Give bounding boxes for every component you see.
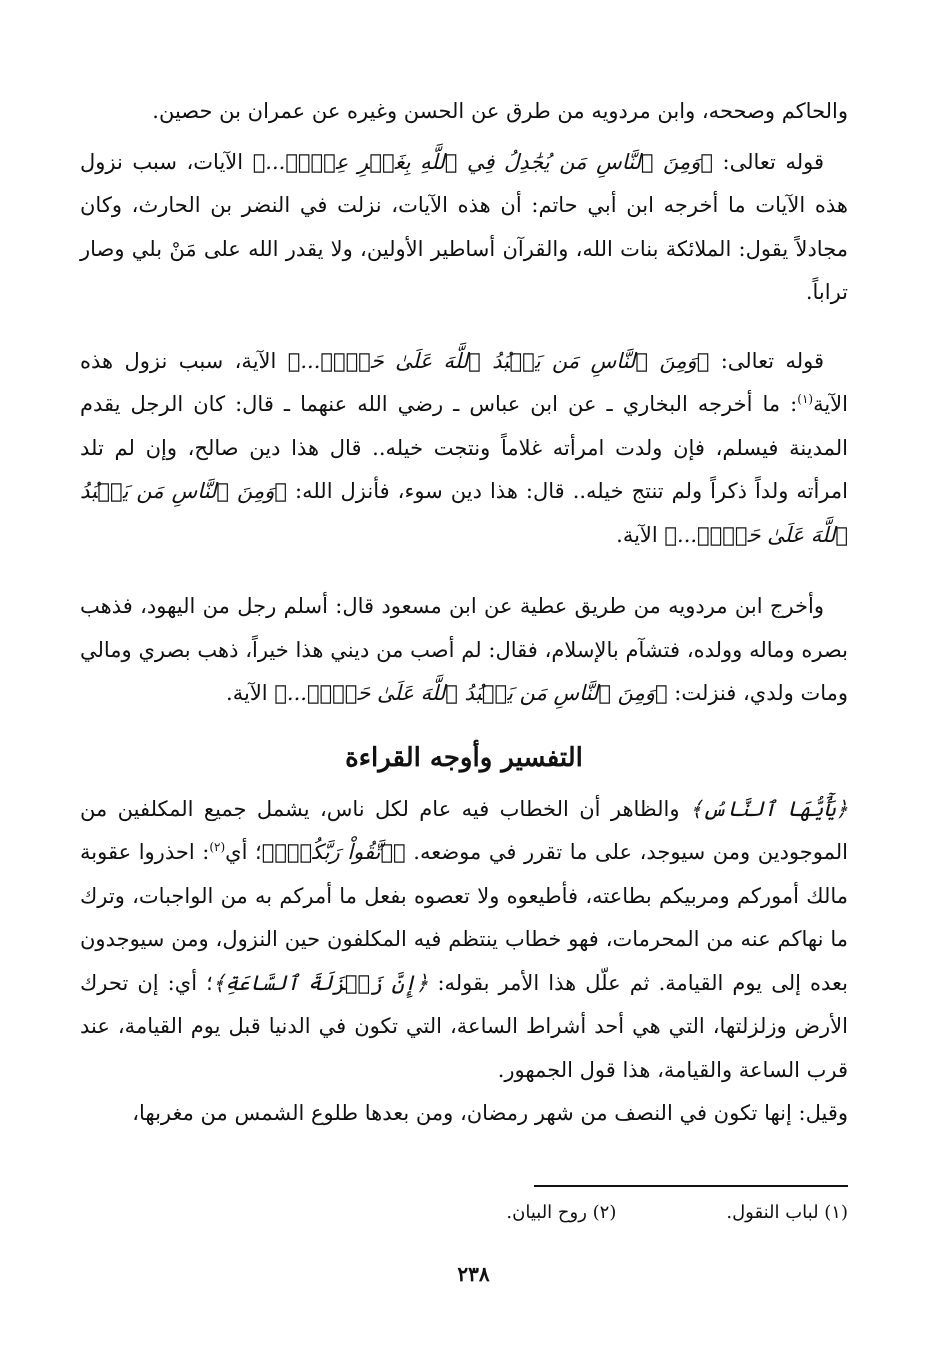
text-segment: الآية. <box>616 522 665 547</box>
footnote-2: (٢) روح البيان. <box>506 1202 617 1223</box>
text-segment: ؛ أي <box>225 840 262 864</box>
footnote-1: (١) لباب النقول. <box>726 1202 848 1223</box>
quran-verse: ﴿ٱتَّقُواْ رَبَّكُمۡۚ﴾ <box>261 840 406 864</box>
paragraph-ibn-mardawayh <box>80 585 848 716</box>
paragraph-continuation: والحاكم وصححه، وابن مردويه من طرق عن الحسن وغيره عن عمران بن حصين. <box>152 99 848 123</box>
text-segment: ؛ أي: إن تحرك الأرض وزلزلتها، التي هي أحد أشراط الساعة، التي تكون في الدنيا قبل يوم القيامة، عند قرب الساعة والقيامة، هذا قول الجمهور. <box>80 970 848 1082</box>
footnote-ref-1: (١) <box>797 392 814 406</box>
paragraph-verse-3 <box>80 141 848 315</box>
quran-verse: ﴿وَمِنَ ٱلنَّاسِ مَن يَعۡبُدُ ٱللَّهَ عَلَىٰ حَرۡفٖ...﴾ <box>274 681 668 705</box>
text-segment: : ما أخرجه البخاري ـ عن ابن عباس ـ رضي الله عنهما ـ قال: كان الرجل يقدم المدينة فيسلم، فإن ولدت امرأته غلاماً ونتجت خيله.. قال هذا دين صالح، وإن لم تلد امرأته ولداً ذكراً ولم تنتج خيله.. قال: هذا دين سوء، فأنزل الله: <box>80 392 848 503</box>
page-number: ٢٣٨ <box>457 1262 490 1286</box>
text-segment: الآية. <box>226 681 275 705</box>
quran-verse: ﴿وَمِنَ ٱلنَّاسِ مَن يَعۡبُدُ ٱللَّهَ عَلَىٰ حَرۡفٖ...﴾ <box>287 348 710 373</box>
text-segment: قوله تعالى: <box>712 149 825 174</box>
footnote-divider <box>534 1185 848 1187</box>
quran-verse: ﴿يَٰٓأَيُّهَا ٱلنَّاسُ﴾ <box>689 796 848 821</box>
quran-verse: ﴿إِنَّ زَلۡزَلَةَ ٱلسَّاعَةِ﴾ <box>212 970 429 995</box>
text-segment: الآيات، سبب نزول هذه الآيات ما أخرجه ابن أبي حاتم: أن هذه الآيات، نزلت في النضر بن الحارث، وكان مجادلاً يقول: الملائكة بنات الله، والقرآن أساطير الأولين، ولا يقدر الله على مَنْ بلي وصار تراباً. <box>80 149 848 304</box>
footnotes <box>80 1198 848 1228</box>
text-segment: وأخرج ابن مردويه من طريق عطية عن ابن مسعود قال: أسلم رجل من اليهود، فذهب بصره وماله وولده، فتشآم بالإسلام، فقال: لم أصب من ديني هذا خيراً، ذهب بصري ومالي ومات ولدي، فنزلت: <box>80 594 848 705</box>
text-segment: والظاهر أن الخطاب فيه عام لكل ناس، يشمل جميع المكلفين من الموجودين ومن سيوجد، على ما تقرر في موضعه. <box>80 796 848 864</box>
section-heading: التفسير وأوجه القراءة <box>345 742 583 773</box>
paragraph-tafsir-continued: وقيل: إنها تكون في النصف من شهر رمضان، ومن بعدها طلوع الشمس من مغربها، <box>132 1101 848 1125</box>
text-segment: قوله تعالى: <box>709 348 824 373</box>
quran-verse: ﴿وَمِنَ ٱلنَّاسِ مَن يَعۡبُدُ ٱللَّهَ عَلَىٰ حَرۡفٖ...﴾ <box>80 479 848 547</box>
paragraph-tafsir <box>80 788 848 1093</box>
quran-verse: ﴿وَمِنَ ٱلنَّاسِ مَن يُجَٰدِلُ فِي ٱللَّهِ بِغَيۡرِ عِلۡمٖ...﴾ <box>252 149 713 174</box>
footnote-ref-2: (٢) <box>209 840 226 854</box>
text-segment: الآية، سبب نزول هذه الآية <box>80 348 848 416</box>
paragraph-verse-11 <box>80 340 848 558</box>
page-body <box>80 90 848 1136</box>
text-segment: : احذروا عقوبة مالك أموركم ومربيكم بطاعته، فأطيعوه ولا تعصوه بفعل ما أمركم به من الواجبات، وترك ما نهاكم عنه من المحرمات، فهو خطاب ينتظم فيه المكلفون حين النزول، ومن سيوجدون بعده إلى يوم القيامة. ثم علّل هذا الأمر بقوله: <box>80 840 848 995</box>
